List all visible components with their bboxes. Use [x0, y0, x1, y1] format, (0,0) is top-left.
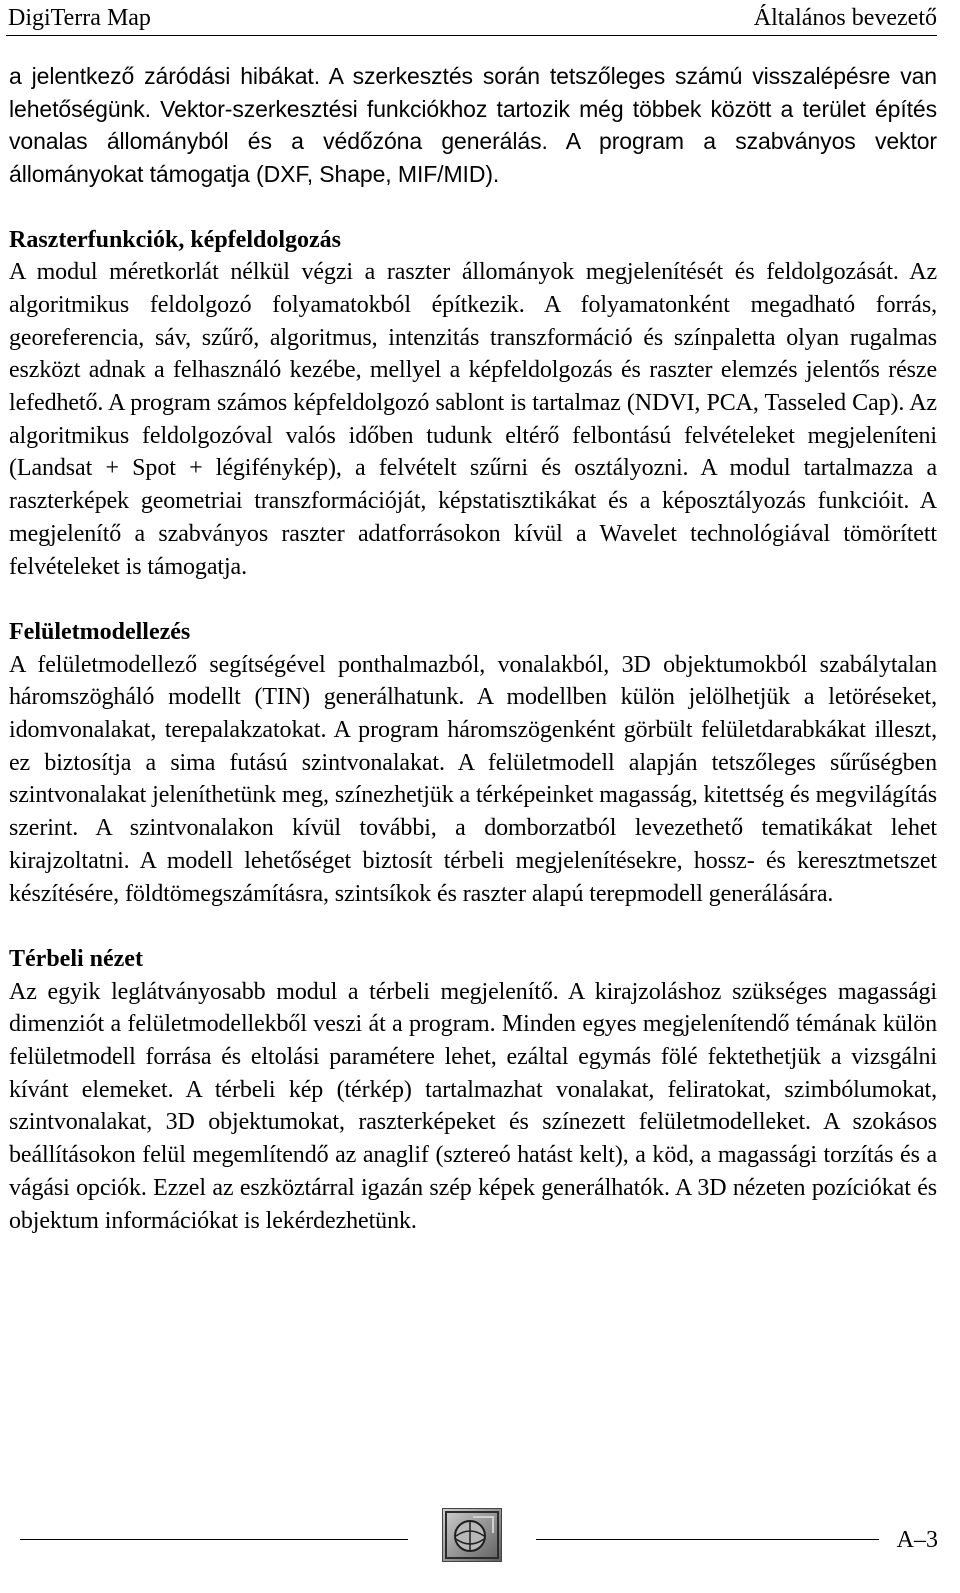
- intro-paragraph: a jelentkező záródási hibákat. A szerkesztés során tetszőleges számú visszalépésre van lehetőségünk. Vektor-szerkesztési funkciókhoz tartozik még többek között a terület építés vonalas állományból és a védőzóna generálás. A program a szabványos vektor állományokat támogatja (DXF, Shape, MIF/MID).: [9, 63, 937, 188]
- page-footer: [0, 1500, 960, 1580]
- section-title-raster: Raszterfunkciók, képfeldolgozás: [9, 226, 341, 253]
- section-body-3d-view: Az egyik leglátványosabb modul a térbeli megjelenítő. A kirajzoláshoz szükséges magassági dimenziót a felületmodellekből veszi át a program. Minden egyes megjelenítendő témának külön felületmodell forrása és eltolási paramétere lehet, ezáltal egymás fölé fektethetjük a vizsgálni kívánt elemeket. A térbeli kép (térkép) tartalmazhat vonalakat, feliratokat, szimbólumokat, szintvonalakat, 3D objektumokat, raszterképeket és színezett felületmodelleket. A szokásos beállításokon felül megemlítendő az anaglif (sztereó hatást kelt), a köd, a magassági torzítás és a vágási opciók. Ezzel az eszköztárral igazán szép képek generálhatók. A 3D nézeten pozíciókat és objektum információkat is lekérdezhetünk.: [9, 978, 937, 1234]
- footer-rule-right: [536, 1539, 879, 1540]
- document-body: [9, 60, 937, 1237]
- section-title-3d-view: Térbeli nézet: [9, 945, 143, 972]
- section-title-surface: Felületmodellezés: [9, 618, 191, 645]
- page-number: A–3: [896, 1527, 938, 1553]
- header-title: DigiTerra Map: [8, 5, 151, 31]
- digiterra-logo-icon: [442, 1508, 502, 1562]
- running-header: [6, 2, 937, 36]
- header-chapter: Általános bevezető: [753, 5, 937, 31]
- footer-rule-left: [20, 1539, 408, 1540]
- section-body-raster: A modul méretkorlát nélkül végzi a raszter állományok megjelenítését és feldolgozását. Az algoritmikus feldolgozó folyamatokból építkezik. A folyamatonként megadható forrás, georeferencia, sáv, szűrő, algoritmus, intenzitás transzformáció és színpaletta olyan rugalmas eszközt adnak a felhasználó kezébe, mellyel a képfeldolgozás és raszter elemzés jelentős része lefedhető. A program számos képfeldolgozó sablont is tartalmaz (NDVI, PCA, Tasseled Cap). Az algoritmikus feldolgozóval valós időben tudunk eltérő felbontású felvételeket megjeleníteni (Landsat + Spot + légifénykép), a felvételt szűrni és osztályozni. A modul tartalmazza a raszterképek geometriai transzformációját, képstatisztikákat és a képosztályozás funkcióit. A megjelenítő a szabványos raszter adatforrásokon kívül a Wavelet technológiával tömörített felvételeket is támogatja.: [9, 259, 937, 580]
- section-body-surface: A felületmodellező segítségével ponthalmazból, vonalakból, 3D objektumokból szabálytalan háromszögháló modellt (TIN) generálhatunk. A modellben külön jelölhetjük a letöréseket, idomvonalakat, terepalakzatokat. A program háromszögenként görbült felületdarabkákat illeszt, ez biztosítja a sima futású szintvonalakat. A felületmodell alapján tetszőleges sűrűségben szintvonalakat jeleníthetünk meg, színezhetjük a térképeinket magasság, kitettség és megvilágítás szerint. A szintvonalakon kívül további, a domborzatból levezethető tematikákat lehet kirajzoltatni. A modell lehetőséget biztosít térbeli megjelenítésekre, hossz- és keresztmetszet készítésére, földtömegszámításra, szintsíkok és raszter alapú terepmodell generálására.: [9, 651, 938, 907]
- logo-graphic: [443, 1509, 501, 1561]
